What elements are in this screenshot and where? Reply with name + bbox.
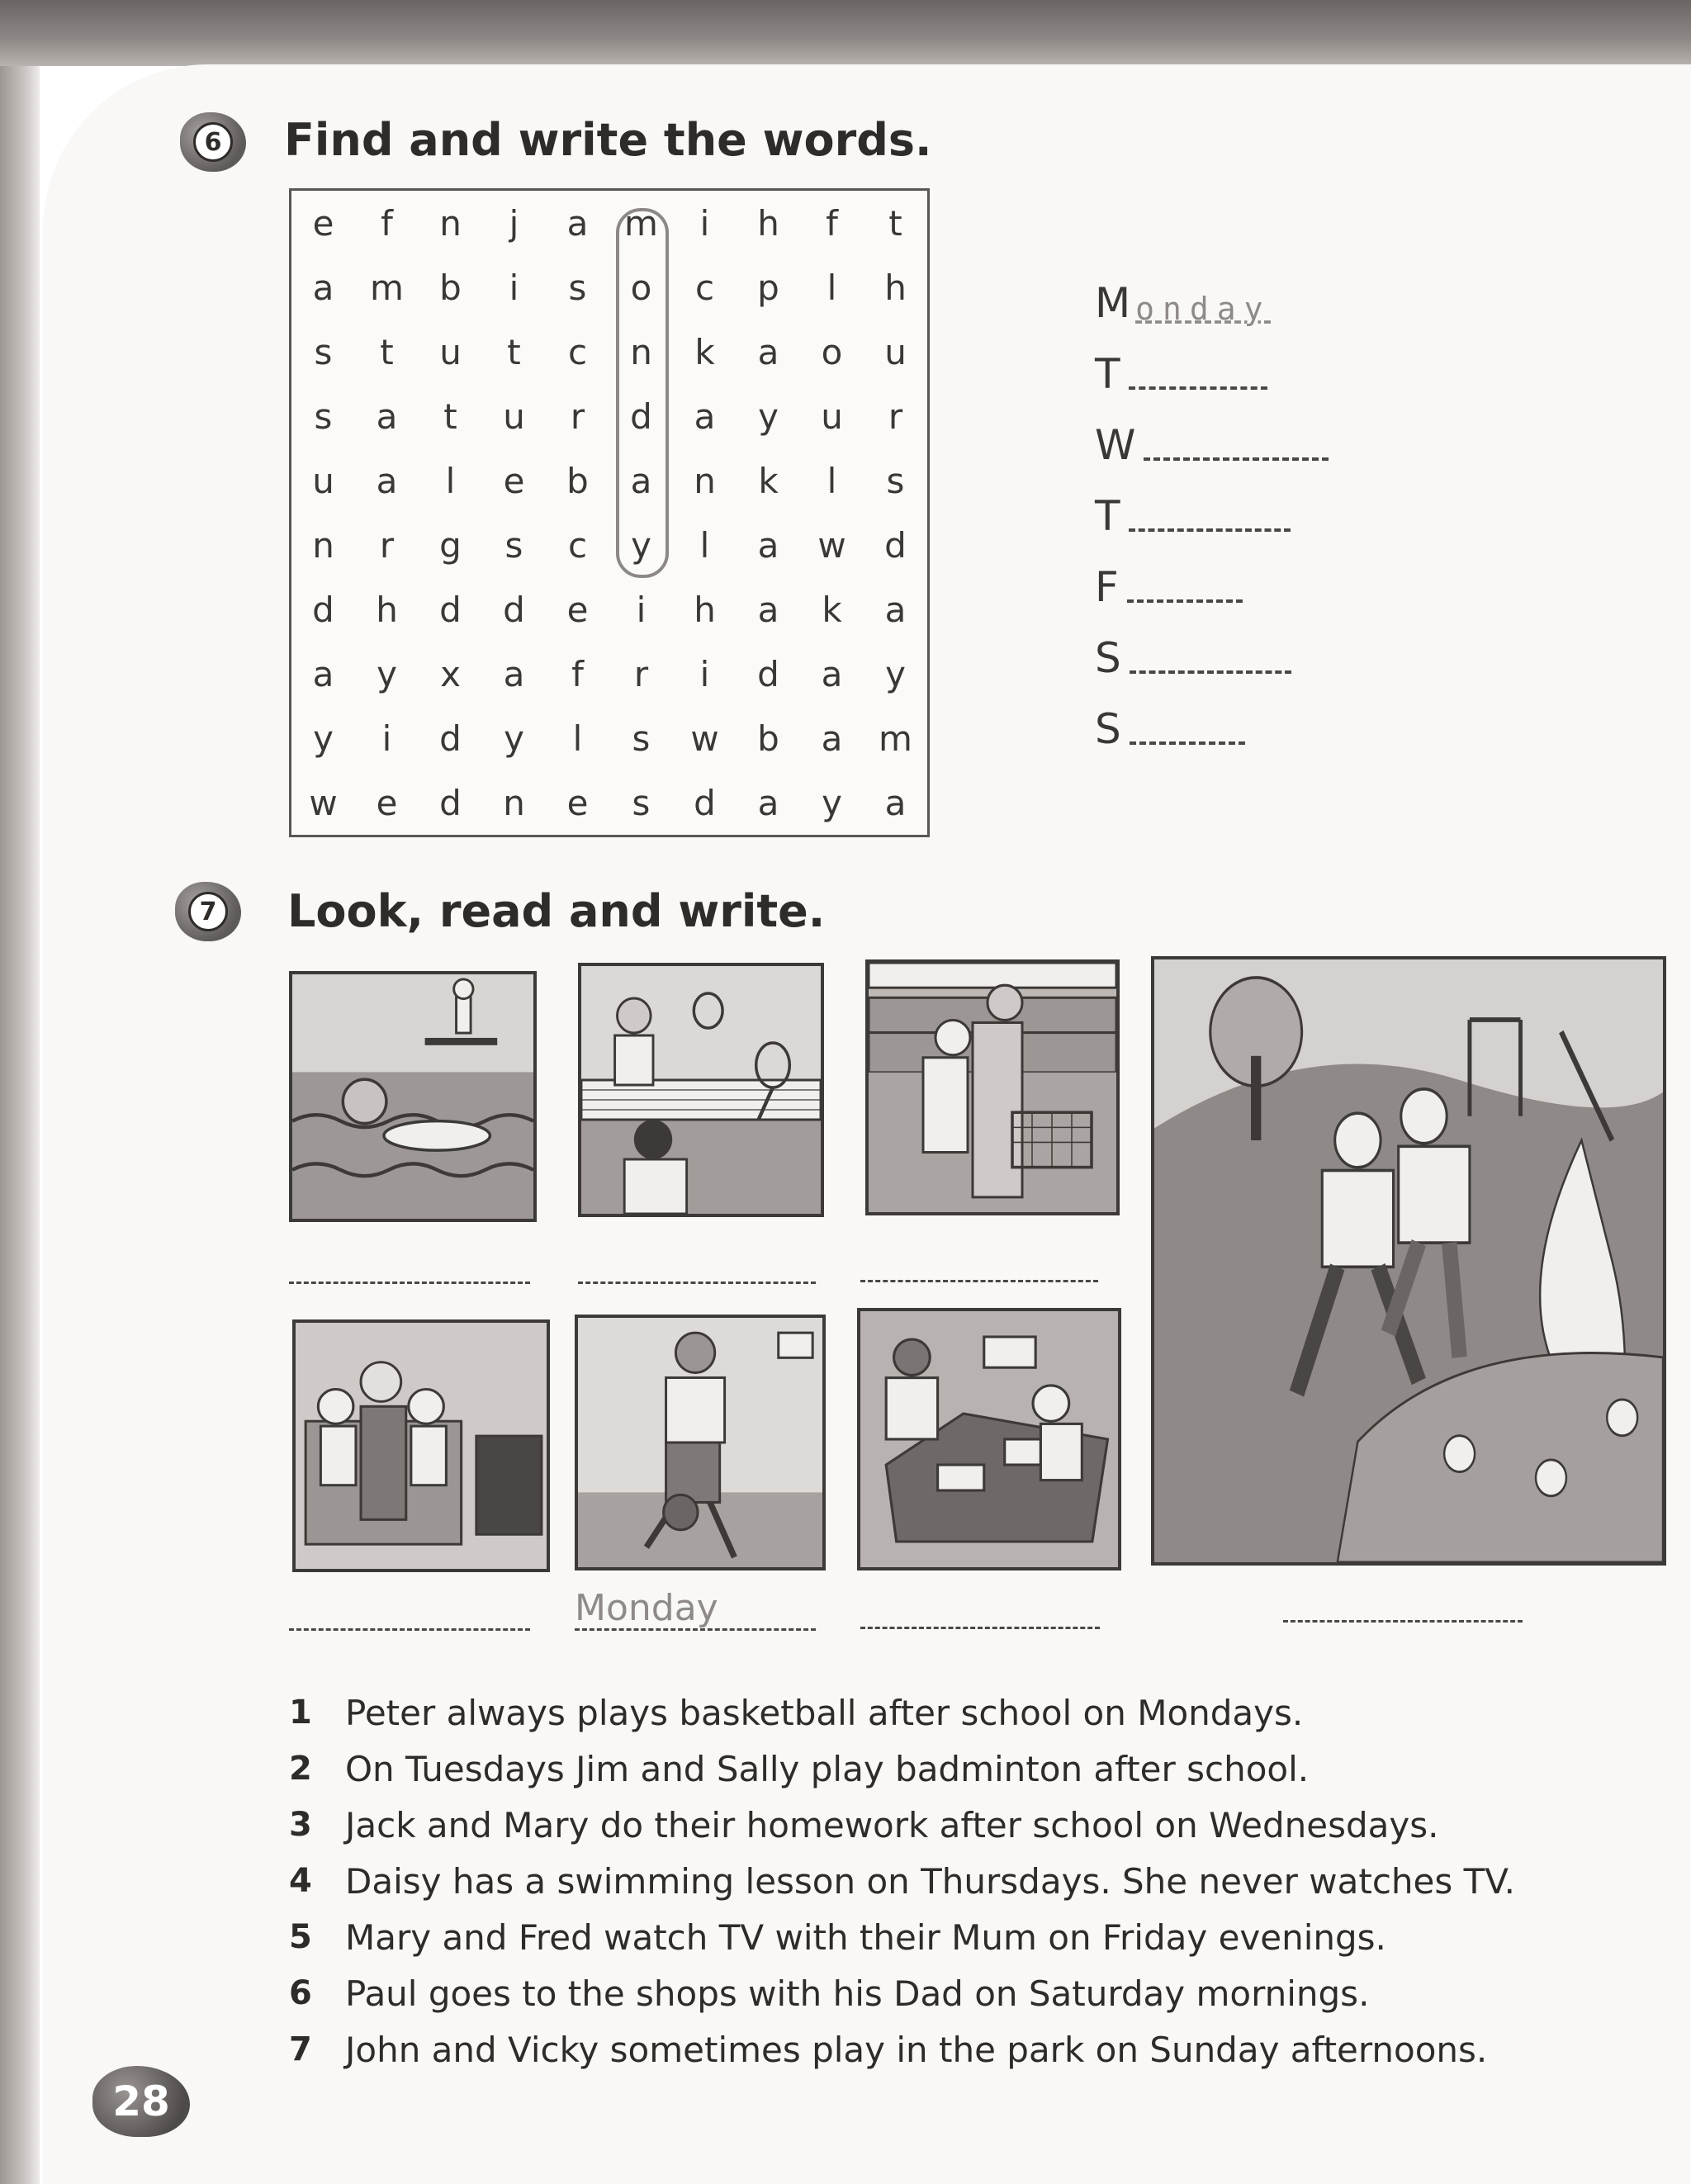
grid-letter[interactable]: b [566,460,589,501]
sentence-number: 6 [289,1974,312,2012]
grid-letter[interactable]: r [570,396,585,437]
grid-letter[interactable]: j [509,202,519,244]
answer-item [1095,327,1329,398]
grid-letter[interactable]: p [757,267,779,308]
grid-letter[interactable]: y [758,396,779,437]
grid-letter[interactable]: s [314,331,333,372]
grid-letter[interactable]: r [633,653,649,694]
sentence-item [289,1741,1515,1797]
answer-item [1095,469,1329,540]
sentence-item [289,1909,1515,1965]
answer-blank[interactable] [1130,670,1291,674]
sentence-text: John and Vicky sometimes play in the park on Sunday afternoons. [345,2029,1488,2070]
answer-blank[interactable] [1144,457,1329,461]
grid-letter[interactable]: b [439,267,462,308]
example-answer-basketball: Monday [575,1587,718,1629]
grid-letter[interactable]: t [443,396,457,437]
sentence-text: Jack and Mary do their homework after school on Wednesdays. [345,1804,1439,1845]
sentence-item [289,1853,1515,1909]
grid-letter[interactable]: a [694,396,716,437]
grid-letter[interactable]: d [503,589,525,630]
grid-letter[interactable]: y [377,653,397,694]
answer-item [1095,398,1329,469]
grid-letter[interactable]: n [694,460,716,501]
answer-example-fill: onday [1135,291,1272,327]
word-search-grid [289,188,930,837]
sentence-item [289,2021,1515,2077]
grid-letter[interactable]: e [503,460,525,501]
grid-letter[interactable]: u [312,460,334,501]
answer-list [1095,256,1329,753]
top-decorative-band [0,0,1691,66]
exercise-7-badge [175,882,241,941]
grid-letter[interactable]: l [827,460,837,501]
grid-letter[interactable]: s [632,782,651,823]
picture-swimming [289,971,537,1222]
grid-row [291,448,927,513]
grid-letter[interactable]: f [826,202,838,244]
grid-letter[interactable]: s [504,524,523,566]
grid-letter[interactable]: s [886,460,905,501]
grid-letter[interactable]: o [821,331,843,372]
grid-letter[interactable]: k [694,331,715,372]
grid-letter[interactable]: k [758,460,779,501]
grid-letter[interactable]: s [568,267,587,308]
sentence-item [289,1965,1515,2021]
grid-letter[interactable]: w [690,718,719,759]
picture-shopping [865,959,1120,1215]
answer-blank[interactable] [1130,741,1245,745]
picture-homework [857,1308,1121,1570]
sentence-number: 1 [289,1694,312,1732]
grid-letter[interactable]: o [630,267,652,308]
grid-letter[interactable]: u [821,396,843,437]
grid-letter[interactable]: a [376,460,398,501]
grid-row [291,770,927,835]
grid-letter[interactable]: d [630,396,652,437]
sentence-number: 2 [289,1750,312,1788]
grid-letter[interactable]: a [566,202,589,244]
grid-letter[interactable]: i [699,202,710,244]
grid-letter[interactable]: w [817,524,846,566]
answer-line-shopping[interactable] [860,1280,1098,1282]
answer-item [1095,682,1329,753]
grid-letter[interactable]: i [636,589,647,630]
answer-initial: S [1095,634,1121,682]
example-circle-monday [616,208,669,578]
sentence-text: Daisy has a swimming lesson on Thursdays. She never watches TV. [345,1860,1515,1902]
grid-letter[interactable]: a [821,718,843,759]
grid-letter[interactable]: a [376,396,398,437]
picture-basketball [575,1315,826,1570]
grid-letter[interactable]: e [376,782,398,823]
answer-initial: F [1095,563,1119,611]
answer-line-badminton[interactable] [578,1282,816,1284]
grid-letter[interactable]: a [757,331,779,372]
grid-letter[interactable]: h [376,589,398,630]
grid-letter[interactable]: i [699,653,710,694]
grid-letter[interactable]: a [757,782,779,823]
grid-letter[interactable]: d [694,782,716,823]
grid-letter[interactable]: i [509,267,519,308]
exercise-6-badge [180,112,246,172]
answer-item [1095,611,1329,682]
answer-item [1095,256,1329,327]
grid-letter[interactable]: c [567,331,588,372]
book-spine-shadow [0,66,40,2184]
answer-initial: M [1095,279,1131,327]
grid-letter[interactable]: f [381,202,393,244]
grid-letter[interactable]: y [822,782,842,823]
sentence-text: Paul goes to the shops with his Dad on Saturday mornings. [345,1973,1370,2014]
grid-letter[interactable]: s [632,718,651,759]
grid-letter[interactable]: a [503,653,525,694]
grid-letter[interactable]: s [314,396,333,437]
grid-letter[interactable]: r [888,396,903,437]
grid-letter[interactable]: x [440,653,461,694]
answer-initial: T [1095,350,1120,398]
grid-letter[interactable]: f [571,653,584,694]
sentence-number: 5 [289,1918,312,1956]
grid-letter[interactable]: e [566,589,589,630]
grid-letter[interactable]: y [631,524,651,566]
grid-letter[interactable]: n [630,331,652,372]
grid-letter[interactable]: a [757,589,779,630]
grid-letter[interactable]: d [439,782,462,823]
grid-letter[interactable]: d [439,718,462,759]
sentence-item [289,1797,1515,1853]
exercise-7-number: 7 [188,892,228,931]
answer-blank[interactable] [1127,599,1243,603]
picture-watching-tv [292,1319,550,1572]
sentence-text: Mary and Fred watch TV with their Mum on Friday evenings. [345,1916,1386,1958]
sentence-text: Peter always plays basketball after school on Mondays. [345,1692,1304,1733]
grid-letter[interactable]: m [624,202,658,244]
sentence-number: 3 [289,1806,312,1844]
answer-initial: W [1095,421,1136,469]
grid-letter[interactable]: d [757,653,779,694]
grid-row [291,577,927,642]
grid-letter[interactable]: d [884,524,907,566]
grid-letter[interactable]: h [757,202,779,244]
sentence-text: On Tuesdays Jim and Sally play badminton after school. [345,1748,1310,1789]
grid-letter[interactable]: m [370,267,404,308]
answer-initial: T [1095,492,1120,540]
answer-blank[interactable] [1129,528,1291,532]
grid-letter[interactable]: l [445,460,456,501]
grid-letter[interactable]: a [884,589,907,630]
grid-letter[interactable]: y [313,718,334,759]
grid-letter[interactable]: b [757,718,779,759]
answer-line-park[interactable] [1283,1620,1523,1623]
grid-letter[interactable]: t [380,331,394,372]
grid-letter[interactable]: i [381,718,392,759]
grid-letter[interactable]: r [379,524,395,566]
grid-letter[interactable]: a [312,653,334,694]
grid-row [291,191,927,255]
grid-letter[interactable]: u [503,396,525,437]
exercise-6-number: 6 [193,122,233,162]
answer-line-watching-tv[interactable] [289,1628,530,1631]
grid-letter[interactable]: a [884,782,907,823]
grid-row [291,642,927,706]
grid-letter[interactable]: d [312,589,334,630]
picture-park [1151,956,1666,1566]
grid-letter[interactable]: t [507,331,521,372]
grid-letter[interactable]: h [694,589,716,630]
grid-letter[interactable]: k [822,589,842,630]
sentence-number: 7 [289,2030,312,2068]
grid-letter[interactable]: w [309,782,338,823]
grid-letter[interactable]: l [699,524,710,566]
grid-letter[interactable]: n [312,524,334,566]
grid-letter[interactable]: u [439,331,462,372]
answer-initial: S [1095,705,1121,753]
grid-letter[interactable]: n [503,782,525,823]
picture-badminton [578,963,824,1217]
grid-letter[interactable]: c [567,524,588,566]
grid-letter[interactable]: h [884,267,907,308]
sentence-list [289,1684,1515,2077]
grid-letter[interactable]: y [504,718,524,759]
grid-row [291,513,927,577]
grid-letter[interactable]: t [888,202,902,244]
grid-row [291,255,927,320]
answer-line-swimming[interactable] [289,1282,530,1284]
grid-letter[interactable]: e [566,782,589,823]
grid-letter[interactable]: d [439,589,462,630]
grid-letter[interactable]: a [757,524,779,566]
exercise-7-title: Look, read and write. [287,885,826,937]
grid-letter[interactable]: l [572,718,583,759]
answer-line-homework[interactable] [860,1627,1100,1629]
grid-letter[interactable]: y [885,653,906,694]
grid-letter[interactable]: m [879,718,912,759]
answer-blank[interactable] [1129,386,1267,390]
grid-row [291,384,927,448]
grid-letter[interactable]: g [439,524,462,566]
grid-letter[interactable]: a [630,460,652,501]
grid-row [291,320,927,384]
grid-letter[interactable]: c [694,267,715,308]
grid-letter[interactable]: a [821,653,843,694]
grid-letter[interactable]: n [439,202,462,244]
grid-letter[interactable]: e [312,202,334,244]
answer-item [1095,540,1329,611]
exercise-6-title: Find and write the words. [284,114,932,166]
page-number: 28 [92,2066,190,2137]
grid-row [291,706,927,770]
sentence-item [289,1684,1515,1741]
grid-letter[interactable]: u [884,331,907,372]
grid-letter[interactable]: a [312,267,334,308]
sentence-number: 4 [289,1862,312,1900]
grid-letter[interactable]: l [827,267,837,308]
